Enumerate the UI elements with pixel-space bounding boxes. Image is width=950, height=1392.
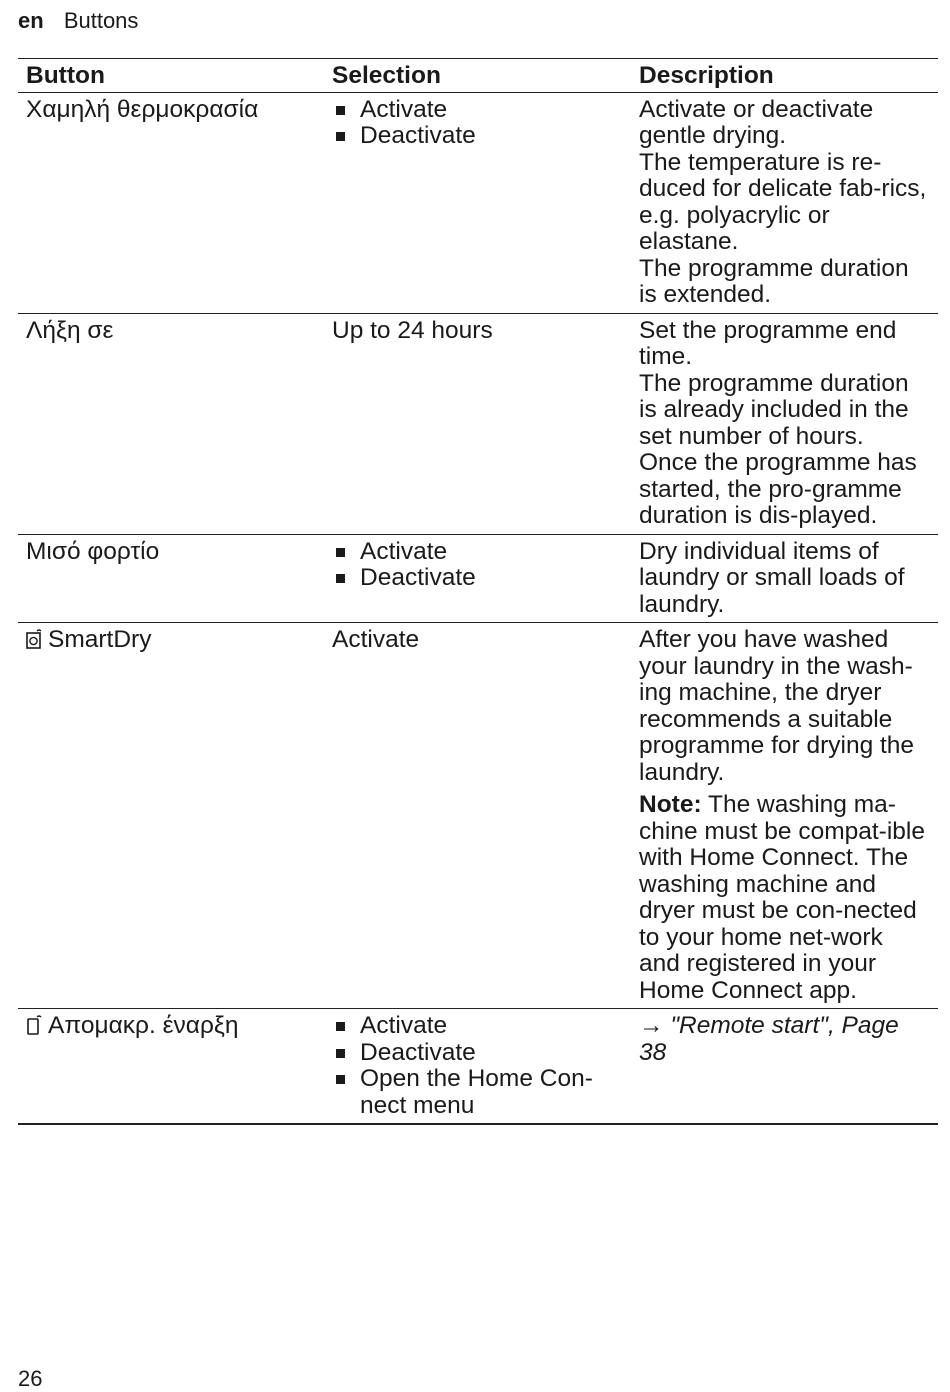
smartdry-icon bbox=[26, 628, 42, 650]
selection-cell bbox=[324, 1009, 631, 1125]
selection-option: Deactivate bbox=[360, 1038, 476, 1066]
list-item bbox=[332, 1040, 623, 1067]
description-cell bbox=[631, 534, 938, 623]
square-bullet-icon bbox=[336, 1022, 345, 1031]
buttons-table bbox=[18, 58, 938, 1125]
table-row bbox=[18, 313, 938, 534]
column-header-selection: Selection bbox=[324, 59, 631, 93]
description-text: Once the programme has started, the pro-gramme duration is dis-played. bbox=[639, 449, 917, 529]
selection-option: Activate bbox=[360, 1012, 448, 1039]
selection-list bbox=[332, 539, 623, 592]
square-bullet-icon bbox=[336, 1049, 345, 1058]
note-text: The washing ma-chine must be compat-ible with Home Connect. The washing machine and dryer must be con-nected to your home net-work and registered in your Home Connect app. bbox=[639, 791, 925, 1004]
selection-list bbox=[332, 97, 623, 150]
list-item bbox=[332, 97, 623, 124]
list-item bbox=[332, 565, 623, 592]
button-name: Απομακρ. έναρξη bbox=[48, 1012, 239, 1039]
button-cell bbox=[18, 1009, 324, 1125]
table-row bbox=[18, 623, 938, 1009]
selection-text: Up to 24 hours bbox=[324, 313, 631, 534]
description-text: Activate or deactivate gentle drying. bbox=[639, 95, 874, 149]
page-header bbox=[18, 8, 138, 34]
page-reference[interactable] bbox=[639, 1013, 930, 1066]
description-text: Set the programme end time. bbox=[639, 316, 897, 370]
button-name: SmartDry bbox=[48, 626, 152, 653]
list-item bbox=[332, 539, 623, 566]
square-bullet-icon bbox=[336, 574, 345, 583]
selection-option: Activate bbox=[360, 95, 448, 123]
remote-start-icon bbox=[26, 1014, 42, 1036]
description-text: Dry individual items of laundry or small loads of laundry. bbox=[639, 537, 905, 618]
button-cell bbox=[18, 623, 324, 1009]
square-bullet-icon bbox=[336, 132, 345, 141]
selection-option: Deactivate bbox=[360, 122, 476, 149]
table-row bbox=[18, 92, 938, 313]
list-item bbox=[332, 1066, 623, 1119]
description-text: The temperature is re-duced for delicate fab-rics, e.g. polyacrylic or elastane. bbox=[639, 148, 927, 255]
table-header-row bbox=[18, 59, 938, 93]
selection-cell bbox=[324, 534, 631, 623]
button-name: Λήξη σε bbox=[18, 313, 324, 534]
reference-link[interactable]: "Remote start", Page 38 bbox=[639, 1012, 899, 1066]
selection-cell bbox=[324, 92, 631, 313]
description-text: The programme duration is extended. bbox=[639, 254, 909, 308]
square-bullet-icon bbox=[336, 548, 345, 557]
description-cell bbox=[631, 92, 938, 313]
column-header-button: Button bbox=[18, 59, 324, 93]
description-cell bbox=[631, 313, 938, 534]
table-row bbox=[18, 1009, 938, 1125]
description-cell bbox=[631, 1009, 938, 1125]
selection-text: Activate bbox=[324, 623, 631, 1009]
selection-option: Activate bbox=[360, 537, 448, 565]
section-title: Buttons bbox=[63, 8, 139, 33]
arrow-right-icon: → bbox=[639, 1012, 664, 1039]
column-header-description: Description bbox=[631, 59, 938, 93]
description-cell bbox=[631, 623, 938, 1009]
note-label: Note: bbox=[639, 791, 702, 818]
selection-list bbox=[332, 1013, 623, 1119]
selection-option: Deactivate bbox=[360, 564, 476, 591]
language-code: en bbox=[18, 8, 44, 33]
table-row bbox=[18, 534, 938, 623]
note-paragraph bbox=[639, 792, 930, 1004]
list-item bbox=[332, 123, 623, 150]
button-name: Μισό φορτίο bbox=[18, 534, 324, 623]
description-text: The programme duration is already included in the set number of hours. bbox=[639, 369, 909, 450]
selection-option: Open the Home Con-nect menu bbox=[360, 1065, 593, 1119]
description-text: After you have washed your laundry in the wash-ing machine, the dryer recommends a suitable programme for drying the laundry. bbox=[639, 626, 915, 786]
square-bullet-icon bbox=[336, 1075, 345, 1084]
button-name: Χαμηλή θερμοκρασία bbox=[18, 92, 324, 313]
page-number: 26 bbox=[18, 1366, 43, 1391]
square-bullet-icon bbox=[336, 106, 345, 115]
list-item bbox=[332, 1013, 623, 1040]
